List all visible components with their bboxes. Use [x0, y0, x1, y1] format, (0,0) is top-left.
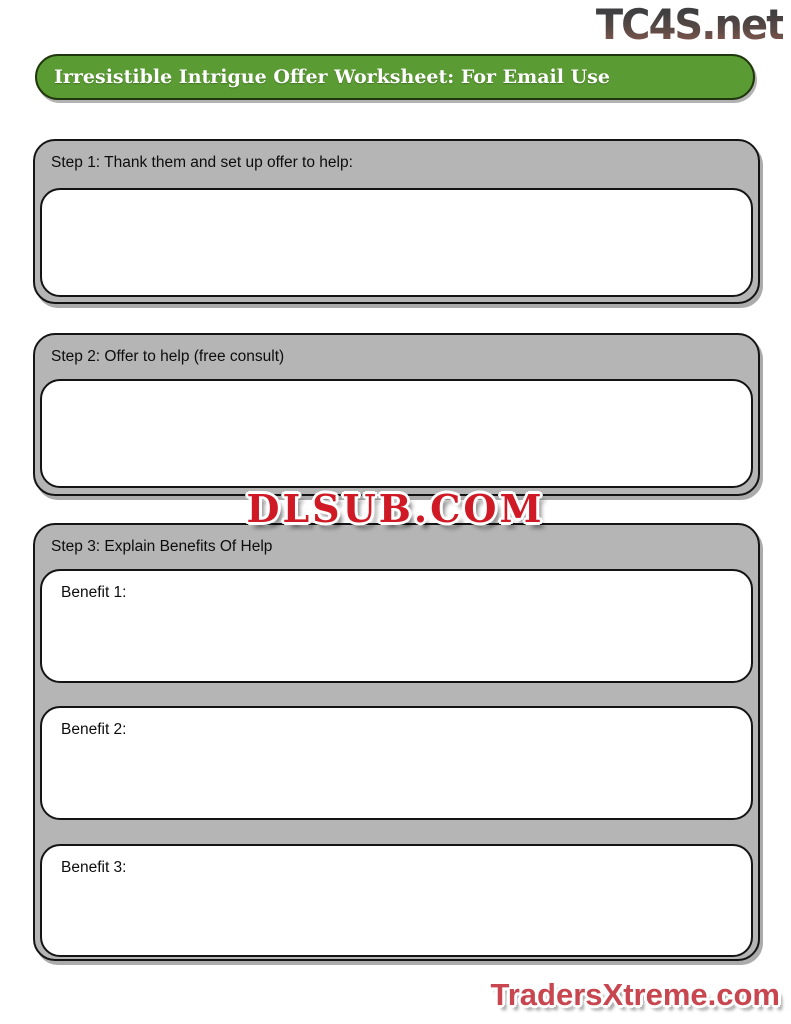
step-2-input[interactable] — [40, 379, 753, 488]
benefit-1-label: Benefit 1: — [61, 584, 127, 601]
step-1-label: Step 1: Thank them and set up offer to help: — [51, 154, 353, 171]
step-3-label: Step 3: Explain Benefits Of Help — [51, 538, 273, 555]
tc4s-logo: TC4S.net — [595, 0, 783, 49]
step-2-section — [33, 333, 760, 496]
step-2-label: Step 2: Offer to help (free consult) — [51, 348, 285, 365]
page-title: Irresistible Intrigue Offer Worksheet: For Email Use — [54, 66, 610, 88]
title-banner — [35, 54, 755, 100]
tradersxtreme-logo: TradersXtreme.com — [490, 977, 780, 1012]
benefit-3-input[interactable] — [40, 844, 753, 957]
benefit-2-label: Benefit 2: — [61, 721, 127, 738]
step-1-input[interactable] — [40, 188, 753, 297]
benefit-2-input[interactable] — [40, 706, 753, 820]
step-1-section — [33, 139, 760, 304]
benefit-1-input[interactable] — [40, 569, 753, 683]
dlsub-watermark: DLSUB.COM — [246, 486, 545, 531]
benefit-3-label: Benefit 3: — [61, 859, 127, 876]
step-3-section — [33, 523, 760, 961]
